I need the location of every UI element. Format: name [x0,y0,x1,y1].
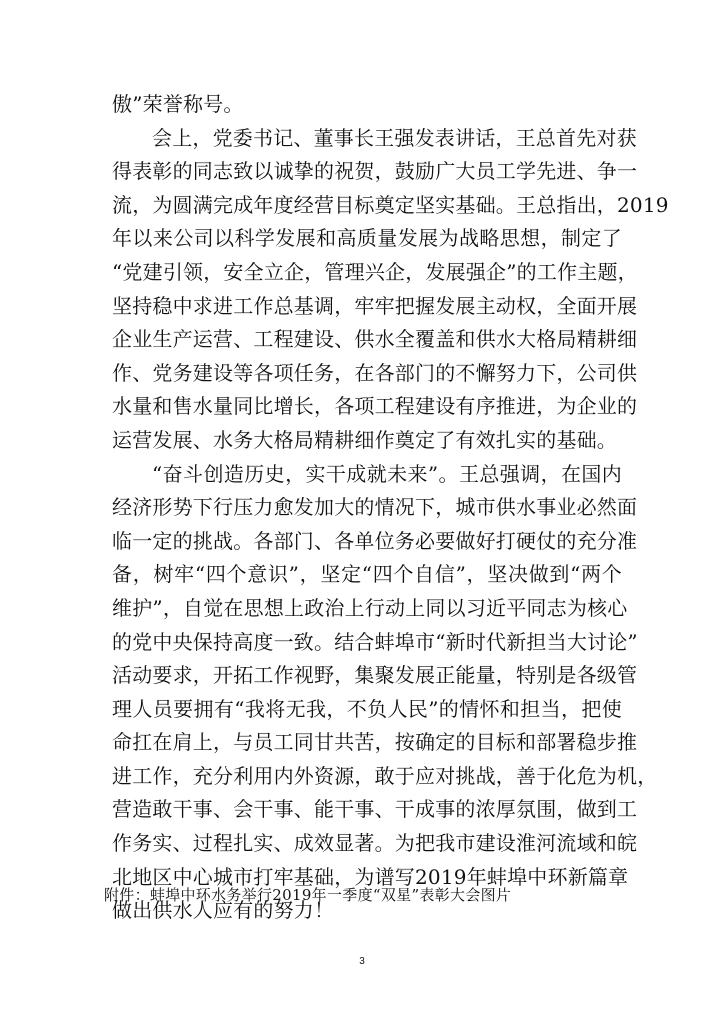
text-line: 命扛在肩上，与员工同甘共苦，按确定的目标和部署稳步推 [112,730,638,755]
text-line: 维护”，自觉在思想上政治上行动上同以习近平同志为核心 [112,595,628,620]
text-line: 做出供水人应有的努力！ [112,898,335,923]
attachment-caption: 附件：蚌埠中环水务举行2019年一季度“双星”表彰大会图片 [104,886,512,904]
text-line: 傲”荣誉称号。 [112,92,244,116]
text-line: 经济形势下行压力愈发加大的情况下，城市供水事业必然面 [112,495,638,520]
text-line: 进工作，充分利用内外资源，敢于应对挑战，善于化危为机， [112,763,658,788]
text-line: 作务实、过程扎实、成效显著。为把我市建设淮河流域和皖 [112,831,638,856]
text-line: 企业生产运营、工程建设、供水全覆盖和供水大格局精耕细 [112,327,638,352]
text-line: 年以来公司以科学发展和高质量发展为战略思想，制定了 [112,226,622,251]
page-number: 3 [359,956,365,967]
text-line: “奋斗创造历史，实干成就未来”。王总强调，在国内 [152,461,622,486]
text-line: “党建引领，安全立企，管理兴企，发展强企”的工作主题， [112,259,638,284]
text-line: 运营发展、水务大格局精耕细作奠定了有效扎实的基础。 [112,427,617,452]
text-line: 活动要求，开拓工作视野，集聚发展正能量，特别是各级管 [112,663,638,688]
text-line: 水量和售水量同比增长，各项工程建设有序推进，为企业的 [112,394,638,419]
text-line: 会上，党委书记、董事长王强发表讲话，王总首先对获 [152,125,637,150]
text-line: 作、党务建设等各项任务，在各部门的不懈努力下，公司供 [112,360,638,385]
text-line: 坚持稳中求进工作总基调，牢牢把握发展主动权，全面开展 [112,293,638,318]
text-line: 的党中央保持高度一致。结合蚌埠市“新时代新担当大讨论” [112,629,638,654]
text-line: 理人员要拥有“我将无我，不负人民”的情怀和担当，把使 [112,696,622,721]
body-text [112,88,669,928]
text-line: 北地区中心城市打牢基础，为谱写2019年蚌埠中环新篇章 [112,864,629,889]
text-line: 得表彰的同志致以诚挚的祝贺，鼓励广大员工学先进、争一 [112,159,638,184]
text-line: 临一定的挑战。各部门、各单位务必要做好打硬仗的充分准 [112,528,638,553]
text-line: 流，为圆满完成年度经营目标奠定坚实基础。王总指出，2019 [112,192,669,217]
text-line: 备，树牢“四个意识”，坚定“四个自信”，坚决做到“两个 [112,562,622,587]
text-line: 营造敢干事、会干事、能干事、干成事的浓厚氛围，做到工 [112,797,638,822]
